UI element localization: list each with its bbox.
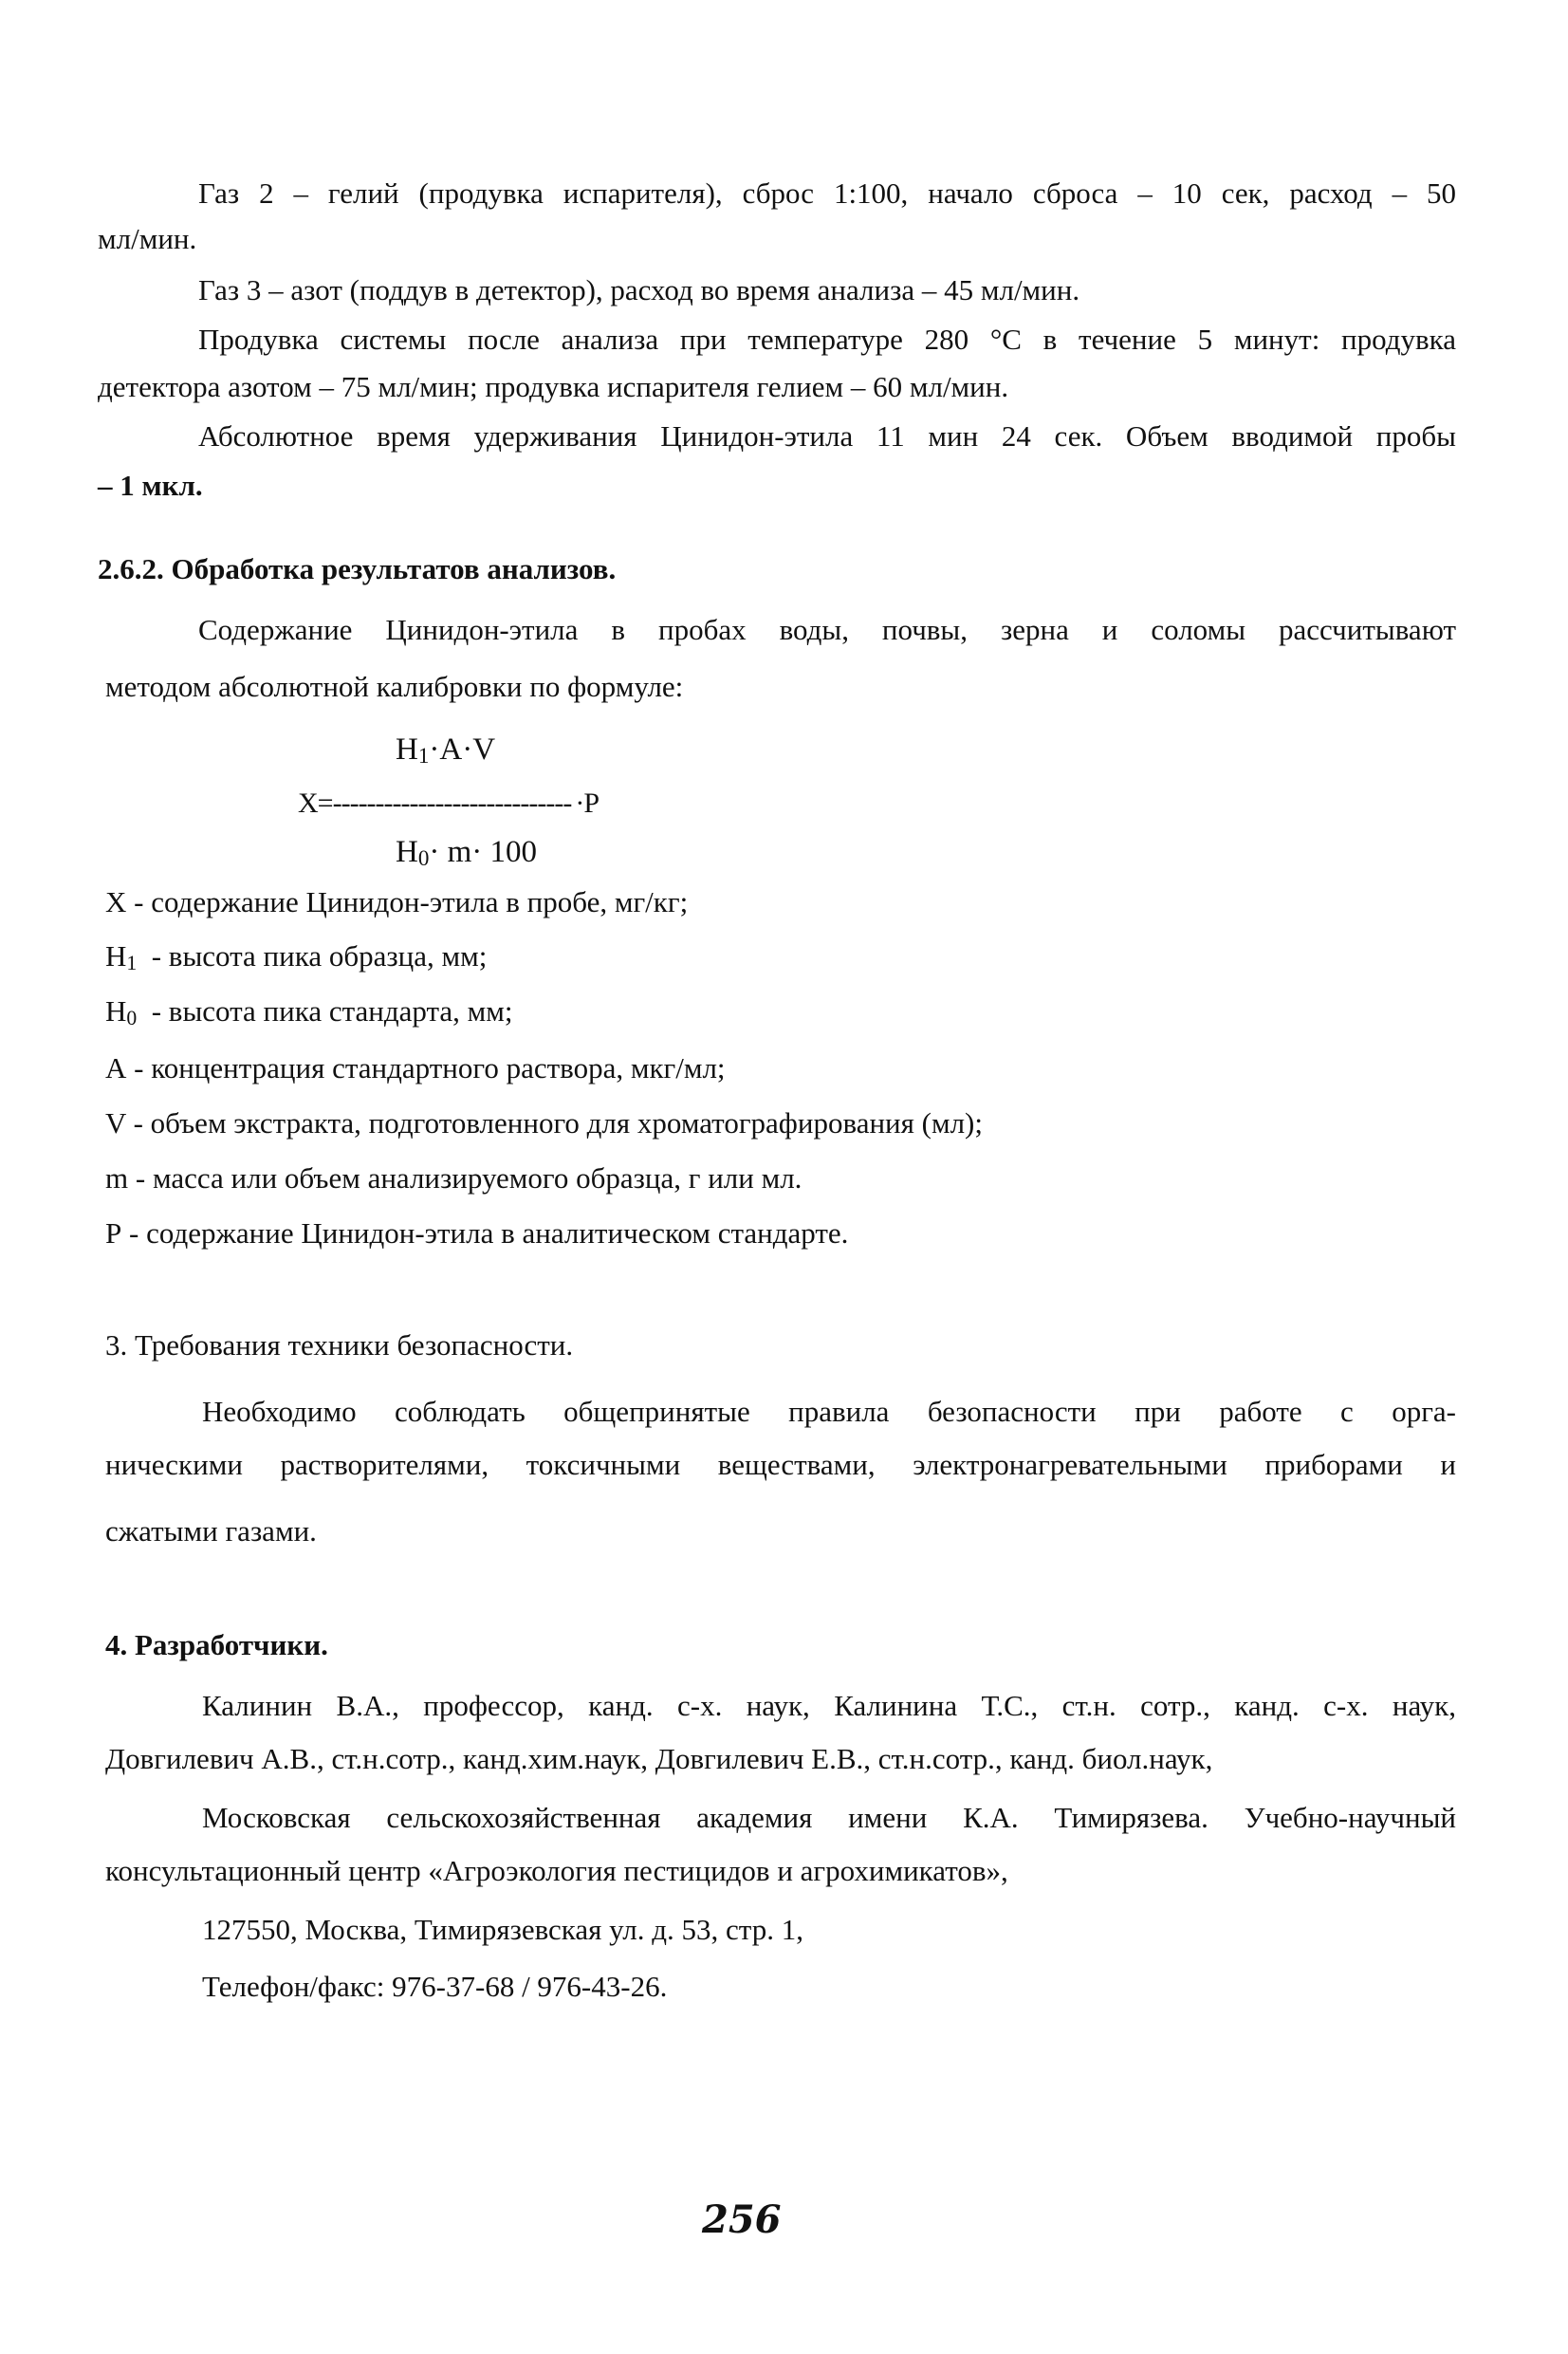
purge-paragraph [98,324,1456,354]
definition-text: - высота пика стандарта, мм; [137,994,513,1028]
definition-text: - масса или объем анализируемого образца, г или мл. [128,1161,802,1195]
definition-item [105,887,688,917]
retention-line2: – 1 мкл. [98,469,203,502]
formula-multiplier: ·P [575,788,600,819]
definition-item [105,941,487,974]
authors-line2: Довгилевич А.В., ст.н.сотр., канд.хим.наук, Довгилевич Е.В., ст.н.сотр., канд. биол.наук, [105,1742,1213,1775]
safety-paragraph [105,1397,1456,1479]
org-paragraph [105,1803,1456,1885]
definition-sub: 0 [126,1007,138,1029]
formula-denominator [396,837,537,869]
formula-numerator-h: H [396,732,418,767]
formula-lhs: X= [298,788,333,819]
formula-denominator-h: H [396,835,418,869]
page-number: 256 [702,2197,782,2242]
definition-text: - объем экстракта, подготовленного для хроматографирования (мл); [125,1106,983,1140]
safety-line1: Необходимо соблюдать общепринятые правила безопасности при работе с орга- [202,1395,1456,1428]
formula-denominator-sub: 0 [417,845,430,870]
authors-paragraph [105,1691,1456,1773]
formula-main-line [298,789,599,818]
formula-numerator-sub: 1 [417,743,430,768]
definition-item [105,1218,848,1248]
definition-item [105,1053,726,1083]
section-3-heading: 3. Требования техники безопасности. [105,1328,574,1362]
section-4-heading: 4. Разработчики. [105,1628,328,1661]
safety-line2: ническими растворителями, токсичными веществами, электронагревательными приборами и [105,1448,1456,1481]
address-line: 127550, Москва, Тимирязевская ул. д. 53, стр. 1, [202,1913,803,1946]
retention-line1: Абсолютное время удерживания Цинидон-этила 11 мин 24 сек. Объем вводимой пробы [198,419,1456,453]
definition-text: - концентрация стандартного раствора, мкг/мл; [126,1051,726,1084]
definition-text: - высота пика образца, мм; [137,939,488,973]
formula-fraction-bar: ---------------------------- [332,788,572,819]
formula-numerator-rest: ·A·V [429,732,496,767]
phone-line: Телефон/факс: 976-37-68 / 976-43-26. [202,1970,668,2003]
safety-line3: сжатыми газами. [105,1514,317,1548]
section-2-6-2-heading: 2.6.2. Обработка результатов анализов. [98,552,617,585]
definition-symbol: H [105,994,127,1028]
intro-paragraph [105,615,1456,644]
purge-line1: Продувка системы после анализа при температуре 280 °С в течение 5 минут: продувка [198,323,1456,356]
definition-item [105,1108,983,1138]
formula-numerator [396,734,495,767]
definition-sub: 1 [126,952,138,974]
gas2-line2: мл/мин. [98,222,197,255]
intro-line1: Содержание Цинидон-этила в пробах воды, почвы, зерна и соломы рассчитывают [198,613,1456,646]
gas3-line: Газ 3 – азот (поддув в детектор), расход во время анализа – 45 мл/мин. [198,273,1080,306]
org-line1: Московская сельскохозяйственная академия имени К.А. Тимирязева. Учебно-научный [202,1801,1456,1834]
definition-symbol: А [105,1051,127,1084]
definition-text: - содержание Цинидон-этила в аналитическом стандарте. [121,1216,849,1250]
intro-line2: методом абсолютной калибровки по формуле: [105,670,684,703]
authors-line1: Калинин В.А., профессор, канд. с-х. наук, Калинина Т.С., ст.н. сотр., канд. с-х. наук, [202,1689,1456,1722]
definition-item [105,996,513,1029]
definition-item [105,1163,802,1193]
org-line2: консультационный центр «Агроэкология пестицидов и агрохимикатов», [105,1854,1008,1887]
gas2-paragraph [98,178,1456,208]
formula-denominator-rest: · m· 100 [429,835,538,869]
definition-symbol: Р [105,1216,122,1250]
purge-line2: детектора азотом – 75 мл/мин; продувка испарителя гелием – 60 мл/мин. [98,370,1009,403]
definition-symbol: m [105,1161,129,1195]
definition-symbol: X [105,885,127,918]
retention-paragraph [98,421,1456,451]
gas2-line1: Газ 2 – гелий (продувка испарителя), сброс 1:100, начало сброса – 10 сек, расход – 50 [198,176,1456,210]
definition-symbol: V [105,1106,126,1140]
definition-text: - содержание Цинидон-этила в пробе, мг/кг; [126,885,689,918]
definition-symbol: H [105,939,127,973]
